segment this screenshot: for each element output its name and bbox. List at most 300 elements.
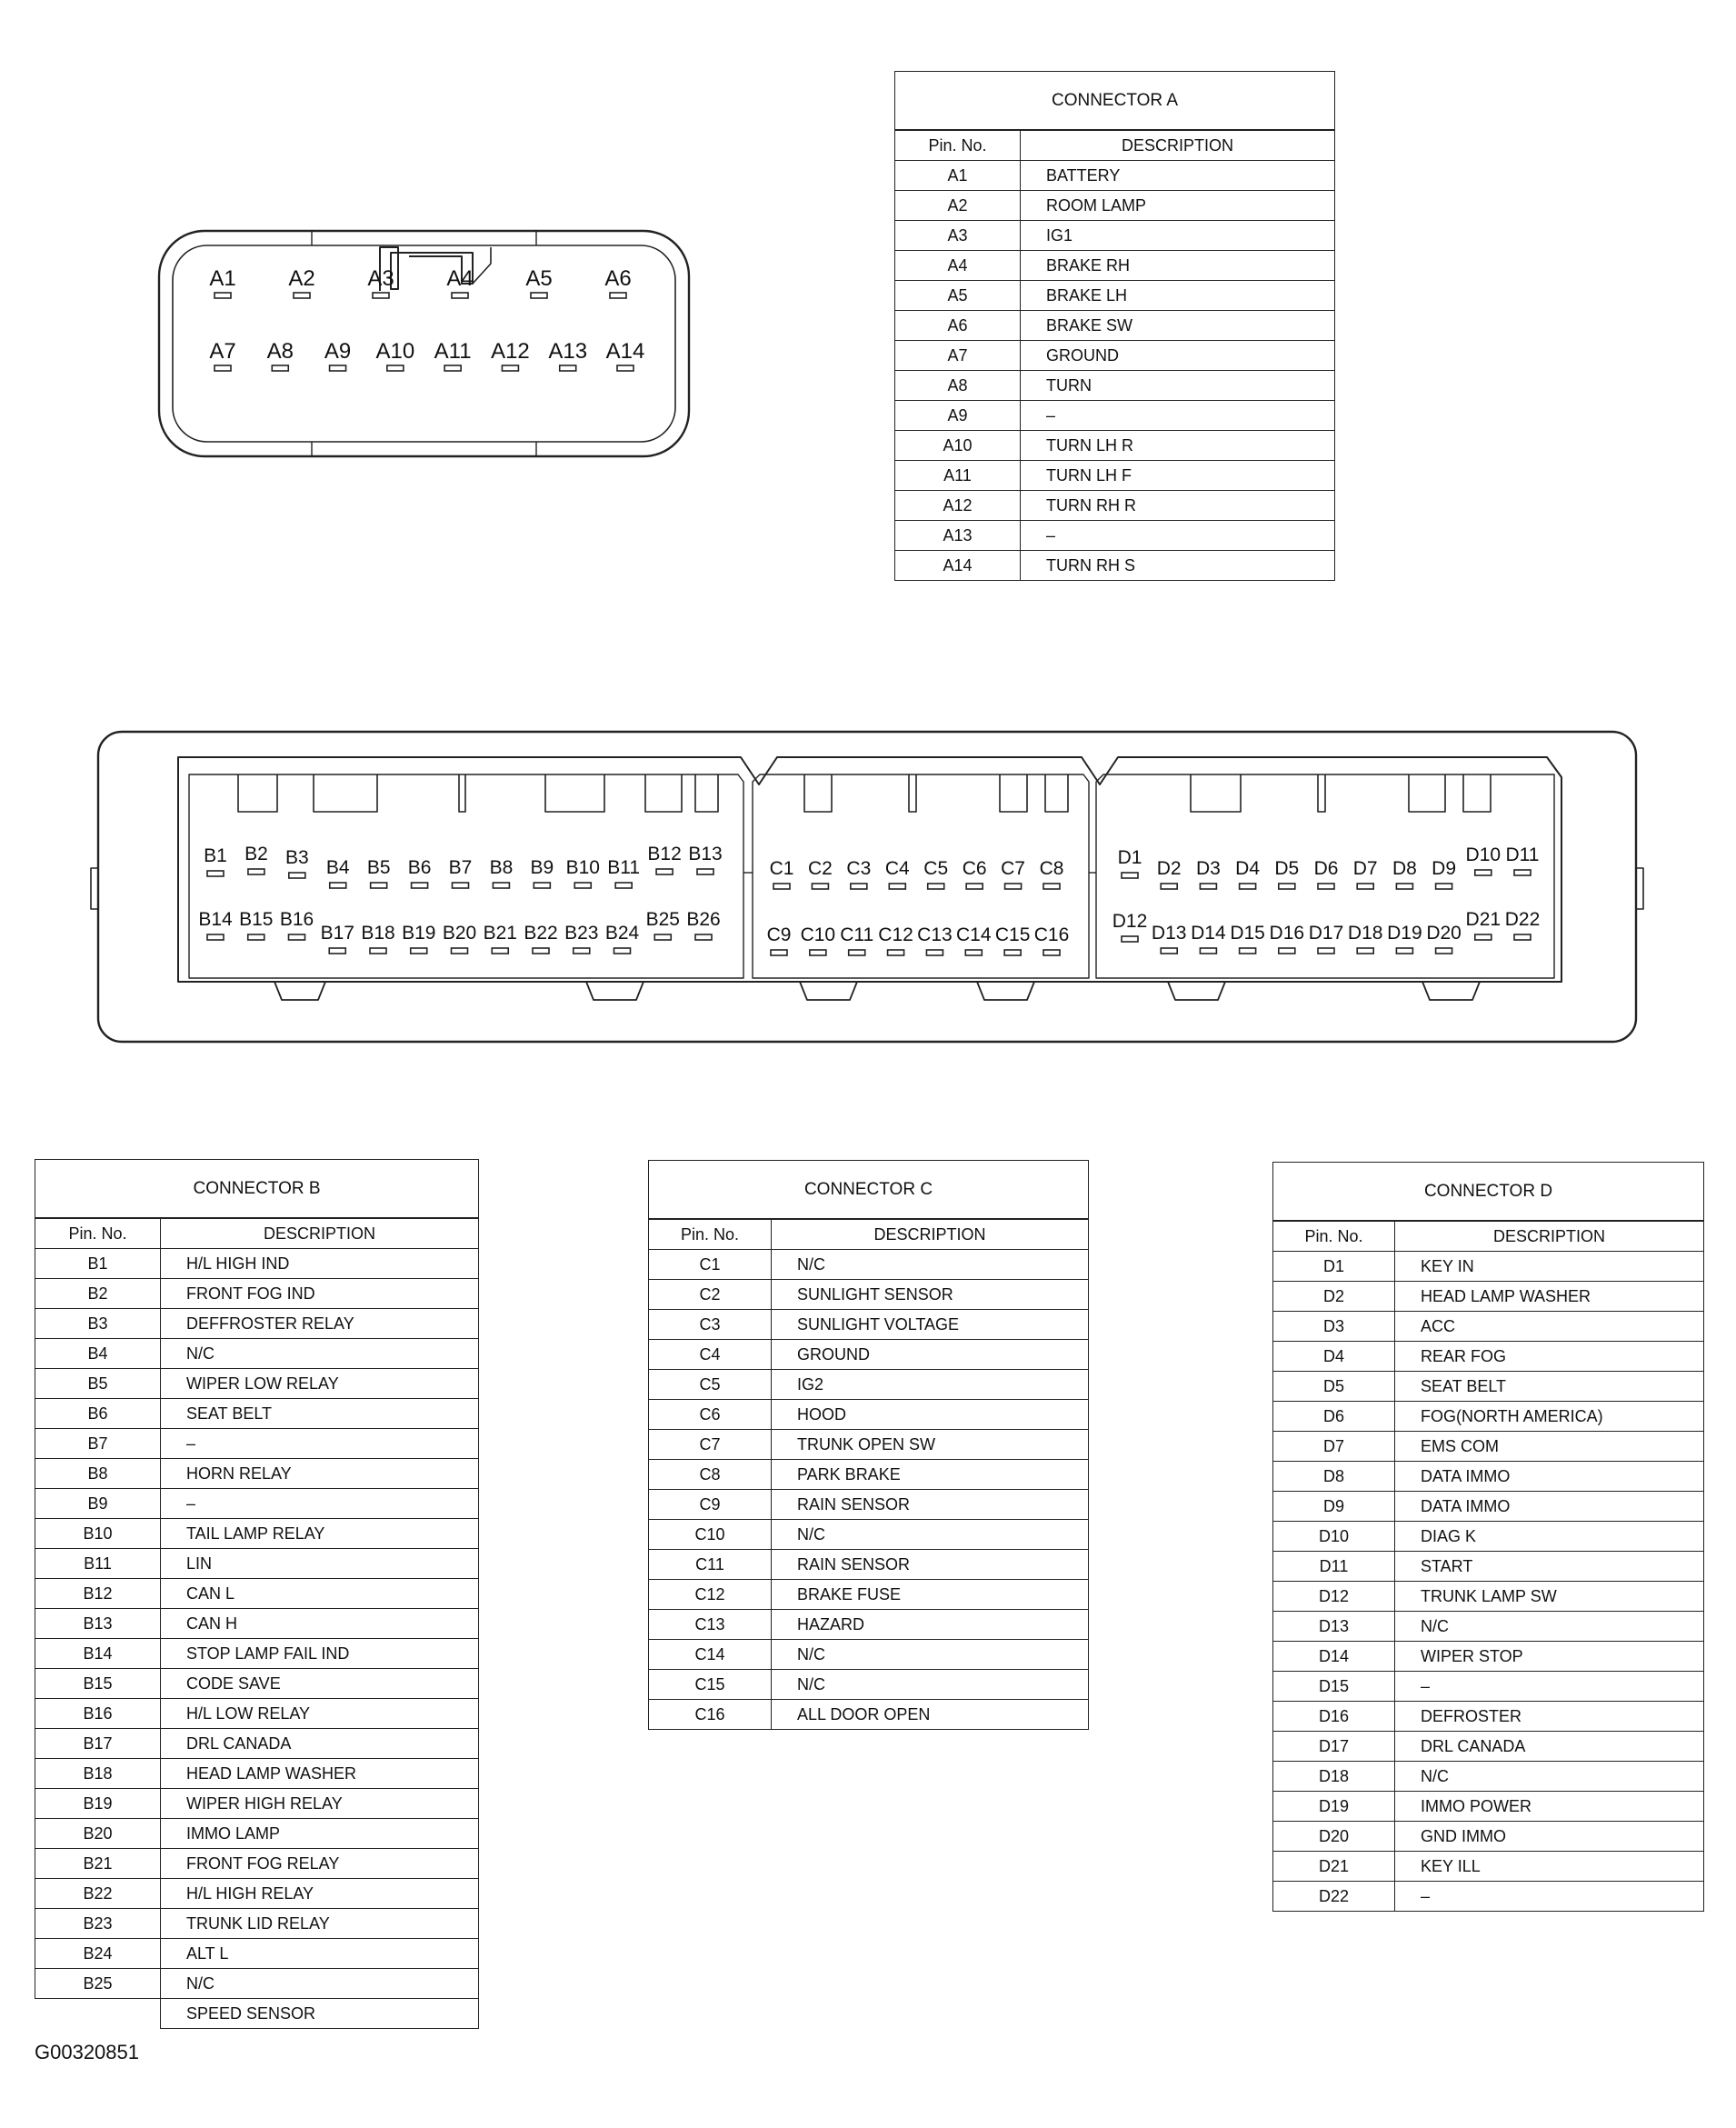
table-row [35,1519,479,1549]
pin-label: D19 [1387,923,1422,944]
table-row [35,1489,479,1519]
pin-label: D2 [1156,858,1182,879]
pin-slot [928,884,944,889]
pin-cell: B21 [35,1849,161,1879]
pin-slot [452,948,468,954]
table-row [895,311,1335,341]
description-cell: BRAKE RH [1021,251,1335,281]
table-row [649,1550,1089,1580]
table-row [1273,1492,1704,1522]
table-row [35,1939,479,1969]
pin-cell: D8 [1273,1462,1395,1492]
pin-slot [615,883,632,888]
pin-label: D1 [1117,847,1142,868]
pin-label: D21 [1465,909,1502,930]
pin-cell: D2 [1273,1282,1395,1312]
description-cell: N/C [161,1969,479,1999]
description-cell: N/C [1395,1762,1704,1792]
pin-slot [289,934,305,940]
description-cell: DATA IMMO [1395,1462,1704,1492]
pin-slot [849,950,865,955]
pin-label: C15 [994,924,1031,945]
pin-slot [207,871,224,876]
description-cell: H/L HIGH IND [161,1249,479,1279]
pin-slot [966,884,983,889]
pin-label: A2 [288,266,315,291]
table-row [1273,1642,1704,1672]
description-column-header: DESCRIPTION [1395,1221,1704,1252]
pin-slot [1161,884,1177,889]
pin-slot [493,883,509,888]
pin-cell: A13 [895,521,1021,551]
pin-cell: A2 [895,191,1021,221]
pin-label: B16 [279,909,314,930]
pin-label: C2 [807,858,833,879]
pin-label: A10 [375,339,415,364]
description-cell: ROOM LAMP [1021,191,1335,221]
description-cell: DRL CANADA [1395,1732,1704,1762]
pin-slot [411,948,427,954]
description-cell: HAZARD [772,1610,1089,1640]
pin-label: D11 [1505,844,1540,865]
description-column-header: DESCRIPTION [161,1218,479,1249]
table-row [895,431,1335,461]
pin-label: D17 [1308,923,1344,944]
pin-slot [812,884,828,889]
pin-slot [1514,870,1531,875]
pin-label: C1 [769,858,794,879]
pin-cell: D11 [1273,1552,1395,1582]
table-row [35,1459,479,1489]
pin-slot [654,934,671,940]
table-row [1273,1792,1704,1822]
pin-label: B25 [645,909,680,930]
pin-cell: C3 [649,1310,772,1340]
table-row [649,1700,1089,1730]
pin-slot [492,948,508,954]
pin-label: D18 [1347,923,1383,944]
description-cell: CAN L [161,1579,479,1609]
pin-cell: D20 [1273,1822,1395,1852]
description-cell: DEFFROSTER RELAY [161,1309,479,1339]
pin-cell: B18 [35,1759,161,1789]
description-cell: SUNLIGHT VOLTAGE [772,1310,1089,1340]
pin-label: C8 [1039,858,1064,879]
pin-label: C7 [1001,858,1026,879]
pin-slot [614,948,631,954]
pin-slot [1396,948,1412,954]
description-cell: LIN [161,1549,479,1579]
pin-slot [771,950,787,955]
table-row [35,1549,479,1579]
pin-label: B10 [565,857,600,878]
description-cell: IG1 [1021,221,1335,251]
table-row [1273,1312,1704,1342]
table-row [1273,1342,1704,1372]
pin-label: A9 [324,339,352,364]
table-row [35,1639,479,1669]
pin-cell: D22 [1273,1882,1395,1912]
description-cell: WIPER LOW RELAY [161,1369,479,1399]
pin-slot [387,365,404,371]
pin-label: A5 [525,266,553,291]
connector-d-table [1272,1162,1704,1912]
description-cell: – [1021,401,1335,431]
pin-slot [1475,934,1492,940]
pin-slot [371,883,387,888]
connector-b-title: CONNECTOR B [35,1160,479,1219]
pin-label: D14 [1191,923,1226,944]
table-row [35,1789,479,1819]
description-cell: TRUNK OPEN SW [772,1430,1089,1460]
pin-slot [1318,884,1334,889]
pin-slot [810,950,826,955]
pin-label: B1 [204,845,227,866]
pin-cell: B19 [35,1789,161,1819]
pin-slot [1200,884,1216,889]
description-cell: FRONT FOG IND [161,1279,479,1309]
pin-slot [248,934,264,940]
pin-label: D6 [1313,858,1339,879]
pin-label: D9 [1432,858,1457,879]
description-cell: N/C [772,1640,1089,1670]
pin-label: B6 [407,857,432,878]
pin-slot [926,950,943,955]
pin-slot [1043,950,1060,955]
description-cell: – [1395,1882,1704,1912]
pin-slot [1357,884,1373,889]
table-row [649,1430,1089,1460]
pin-cell: D10 [1273,1522,1395,1552]
description-cell: GND IMMO [1395,1822,1704,1852]
description-cell: DIAG K [1395,1522,1704,1552]
pin-slot [610,293,626,298]
connector-a-title: CONNECTOR A [895,72,1335,131]
pin-cell: B15 [35,1669,161,1699]
pin-cell: B3 [35,1309,161,1339]
pin-cell: B5 [35,1369,161,1399]
connector-c-title: CONNECTOR C [649,1161,1089,1220]
pin-slot [1396,884,1412,889]
pin-label: D22 [1504,909,1541,930]
pin-column-header: Pin. No. [895,130,1021,161]
table-row [895,281,1335,311]
pin-slot [1436,948,1452,954]
pin-cell: B6 [35,1399,161,1429]
pin-label: B7 [448,857,473,878]
table-row [1273,1882,1704,1912]
pin-cell: B25 [35,1969,161,1999]
description-cell: SEAT BELT [161,1399,479,1429]
pin-cell: C11 [649,1550,772,1580]
description-cell: – [161,1429,479,1459]
pin-label: B19 [402,923,436,944]
description-cell: FOG(NORTH AMERICA) [1395,1402,1704,1432]
description-cell: H/L LOW RELAY [161,1699,479,1729]
pin-cell: B8 [35,1459,161,1489]
pin-label: B4 [325,857,350,878]
pin-column-header: Pin. No. [35,1218,161,1249]
pin-label: A8 [266,339,294,364]
pin-label: C6 [962,858,987,879]
table-row [649,1520,1089,1550]
pin-slot [574,883,591,888]
table-row [35,1999,479,2029]
pin-slot [1514,934,1531,940]
table-row [35,1249,479,1279]
pin-slot [851,884,867,889]
description-cell: TRUNK LID RELAY [161,1909,479,1939]
pin-cell: A5 [895,281,1021,311]
pin-cell: A1 [895,161,1021,191]
connector-b-rows [35,1249,479,2029]
pin-label: B14 [198,909,233,930]
pin-slot [1436,884,1452,889]
pin-slot [1357,948,1373,954]
pin-label: A1 [209,266,236,291]
pin-label: A13 [548,339,588,364]
table-row [1273,1402,1704,1432]
description-cell: – [161,1489,479,1519]
description-column-header: DESCRIPTION [1021,130,1335,161]
table-row [1273,1582,1704,1612]
pin-cell: D9 [1273,1492,1395,1522]
pin-cell: B12 [35,1579,161,1609]
pin-column-header: Pin. No. [1273,1221,1395,1252]
pin-label: B20 [442,923,477,944]
pin-slot [1122,936,1138,942]
pin-slot [215,293,231,298]
description-cell: BRAKE FUSE [772,1580,1089,1610]
pin-cell: A11 [895,461,1021,491]
pin-slot [207,934,224,940]
pin-cell: B10 [35,1519,161,1549]
description-cell: IMMO LAMP [161,1819,479,1849]
description-cell: SUNLIGHT SENSOR [772,1280,1089,1310]
table-row [649,1580,1089,1610]
connector-c-rows [649,1250,1089,1730]
figure-id: G00320851 [35,2041,139,2063]
pin-slot [248,869,264,874]
pin-cell: C6 [649,1400,772,1430]
description-cell: CAN H [161,1609,479,1639]
pin-cell: D17 [1273,1732,1395,1762]
pin-slot [656,869,673,874]
pin-label: C9 [766,924,792,945]
pin-label: C12 [878,924,913,945]
description-cell: HORN RELAY [161,1459,479,1489]
description-cell: TURN LH R [1021,431,1335,461]
pin-cell: C16 [649,1700,772,1730]
pin-slot [531,293,547,298]
connector-c-table [648,1160,1089,1730]
table-row [1273,1432,1704,1462]
table-row [895,161,1335,191]
description-cell: HEAD LAMP WASHER [161,1759,479,1789]
table-row [895,191,1335,221]
table-row [35,1879,479,1909]
pin-slot [330,883,346,888]
pin-cell: D16 [1273,1702,1395,1732]
description-cell: TURN RH S [1021,551,1335,581]
table-row [1273,1372,1704,1402]
pin-label: B13 [688,844,723,864]
pin-cell: A9 [895,401,1021,431]
pin-label: D16 [1269,923,1305,944]
pin-cell: B4 [35,1339,161,1369]
table-row [649,1310,1089,1340]
pin-slot [294,293,310,298]
table-row [895,221,1335,251]
table-row [895,341,1335,371]
table-row [895,551,1335,581]
pin-slot [330,365,346,371]
pin-slot [215,365,231,371]
pin-cell: D12 [1273,1582,1395,1612]
pin-label: A12 [491,339,530,364]
pin-label: C4 [884,858,910,879]
table-row [1273,1822,1704,1852]
table-row [35,1849,479,1879]
pin-cell: D7 [1273,1432,1395,1462]
pin-label: A4 [446,266,474,291]
description-cell: CODE SAVE [161,1669,479,1699]
pin-label: A6 [604,266,632,291]
pin-label: B12 [647,844,682,864]
table-row [649,1460,1089,1490]
table-row [895,251,1335,281]
description-cell: PARK BRAKE [772,1460,1089,1490]
pin-slot [1318,948,1334,954]
description-cell: HOOD [772,1400,1089,1430]
table-row [649,1370,1089,1400]
pin-cell: D13 [1273,1612,1395,1642]
table-row [35,1969,479,1999]
description-cell: ALT L [161,1939,479,1969]
pin-slot [1004,950,1021,955]
pin-cell: B16 [35,1699,161,1729]
pin-cell: A3 [895,221,1021,251]
table-row [1273,1462,1704,1492]
pin-labels-layer [198,266,1540,955]
pin-label: D8 [1392,858,1417,879]
pin-cell: B13 [35,1609,161,1639]
pin-slot [965,950,982,955]
pin-cell: A10 [895,431,1021,461]
table-row [35,1339,479,1369]
pin-label: D3 [1195,858,1221,879]
table-row [1273,1732,1704,1762]
pin-label: B5 [366,857,391,878]
table-row [35,1369,479,1399]
description-cell: SPEED SENSOR [161,1999,479,2029]
pin-label: D5 [1274,858,1300,879]
pin-label: B9 [530,857,554,878]
pin-label: D13 [1151,923,1187,944]
table-row [1273,1522,1704,1552]
pin-cell: A12 [895,491,1021,521]
pin-slot [1122,873,1138,878]
pin-cell: B11 [35,1549,161,1579]
pin-slot [1161,948,1177,954]
pin-cell: B2 [35,1279,161,1309]
pin-label: D10 [1465,844,1502,865]
table-row [35,1279,479,1309]
pin-slot [453,883,469,888]
table-row [649,1280,1089,1310]
description-cell: RAIN SENSOR [772,1490,1089,1520]
pin-slot [560,365,576,371]
connector-a-rows [895,161,1335,581]
pin-label: D12 [1112,911,1148,932]
table-row [895,491,1335,521]
pin-cell: C12 [649,1580,772,1610]
description-cell: H/L HIGH RELAY [161,1879,479,1909]
pin-label: B26 [686,909,721,930]
pin-cell: B22 [35,1879,161,1909]
table-row [895,371,1335,401]
pin-cell: D6 [1273,1402,1395,1432]
pin-label: C14 [956,924,992,945]
pin-label: C16 [1033,924,1070,945]
table-row [895,521,1335,551]
pin-slot [1043,884,1060,889]
pin-slot [1005,884,1022,889]
pin-cell: D19 [1273,1792,1395,1822]
pin-label: A3 [367,266,394,291]
pin-cell: C4 [649,1340,772,1370]
pin-slot [1240,884,1256,889]
description-cell: START [1395,1552,1704,1582]
description-cell: BRAKE SW [1021,311,1335,341]
pin-cell: B20 [35,1819,161,1849]
table-row [1273,1252,1704,1282]
description-cell: HEAD LAMP WASHER [1395,1282,1704,1312]
description-cell: STOP LAMP FAIL IND [161,1639,479,1669]
description-cell: KEY ILL [1395,1852,1704,1882]
pin-label: B11 [607,857,641,878]
table-row [1273,1702,1704,1732]
pin-cell: B17 [35,1729,161,1759]
description-cell: SEAT BELT [1395,1372,1704,1402]
table-row [649,1250,1089,1280]
description-cell: – [1395,1672,1704,1702]
pin-slot [695,934,712,940]
pin-label: C11 [840,924,874,945]
table-row [35,1669,479,1699]
description-cell: ALL DOOR OPEN [772,1700,1089,1730]
pin-label: B2 [244,844,268,864]
pin-column-header: Pin. No. [649,1219,772,1250]
description-cell: TURN LH F [1021,461,1335,491]
description-cell: TURN [1021,371,1335,401]
pin-cell: D3 [1273,1312,1395,1342]
description-cell: BATTERY [1021,161,1335,191]
description-cell: ACC [1395,1312,1704,1342]
pin-cell: C7 [649,1430,772,1460]
pin-label: B21 [483,923,517,944]
description-cell: RAIN SENSOR [772,1550,1089,1580]
pin-slot [534,883,550,888]
pin-label: A11 [434,339,472,364]
pin-cell: A14 [895,551,1021,581]
pin-cell: C14 [649,1640,772,1670]
pin-cell: D14 [1273,1642,1395,1672]
pin-slot [773,884,790,889]
description-cell: GROUND [1021,341,1335,371]
table-row [35,1609,479,1639]
pin-slot [329,948,345,954]
